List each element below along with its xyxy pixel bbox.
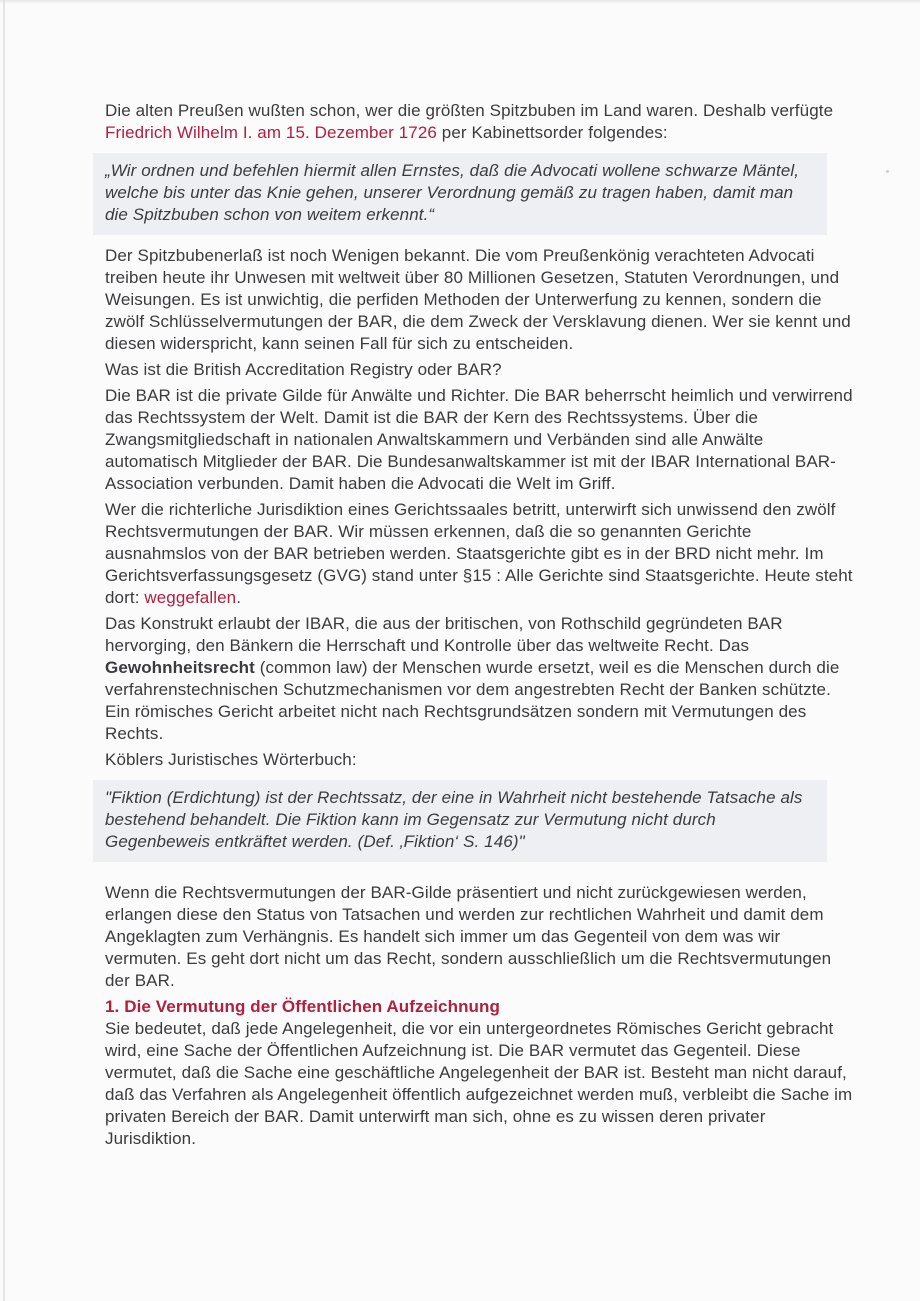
paragraph-preussen-intro — [105, 100, 853, 144]
scan-left-edge — [3, 0, 5, 1301]
quote-fiktion-definition — [93, 780, 827, 862]
text-run: Was ist die British Accreditation Registry oder BAR? — [105, 360, 502, 379]
text-run: „Wir ordnen und befehlen hiermit allen Ernstes, daß die Advocati wollene schwarze Mäntel, welche bis unter das Knie gehen, unserer Verordnung gemäß zu tragen haben, damit man die Spitzbuben schon von weitem erkennt.“ — [105, 161, 800, 224]
text-run: Köblers Juristisches Wörterbuch: — [105, 750, 357, 769]
text-run-red: weggefallen — [144, 588, 237, 607]
text-run-bold: Gewohnheitsrecht — [105, 658, 255, 677]
text-run: Die BAR ist die private Gilde für Anwälte und Richter. Die BAR beherrscht heimlich und verwirrend das Rechtssystem der Welt. Damit ist die BAR der Kern des Rechtssystems. Über die Zwangsmitgliedschaft in nationalen Anwaltskammern und Verbänden sind alle Anwälte automatisch Mitglieder der BAR. Die Bundesanwaltskammer ist mit der IBAR International BAR-Association verbunden. Damit haben die Advocati die Welt im Griff. — [105, 386, 853, 493]
text-run: (common law) der Menschen wurde ersetzt, weil es die Menschen durch die verfahrenstechnischen Schutzmechanismen vor dem angestrebten Recht der Banken schützte. Ein römisches Gericht arbeitet nicht nach Rechtsgrundsätzen sondern mit Vermutungen des Rechts. — [105, 658, 840, 743]
paragraph-vermutung-1-text — [105, 1018, 853, 1150]
text-run: "Fiktion (Erdichtung) ist der Rechtssatz, der eine in Wahrheit nicht bestehende Tatsache als bestehend behandelt. Die Fiktion kann im Gegensatz zur Vermutung nicht durch Gegenbeweis entkräftet werden. (Def. ‚Fiktion‘ S. 146)" — [105, 788, 803, 851]
text-run: per Kabinettsorder folgendes: — [436, 123, 668, 142]
paragraph-ibar-konstrukt — [105, 613, 853, 745]
text-run: Wer die richterliche Jurisdiktion eines Gerichtssaales betritt, unterwirft sich unwissend den zwölf Rechtsvermutungen der BAR. Wir müssen erkennen, daß die so genannten Gerichte ausnahmslos von der BAR betrieben werden. Staatsgerichte gibt es in der BRD nicht mehr. Im Gerichtsverfassungsgesetz (GVG) stand unter §15 : Alle Gerichte sind Staatsgerichte. Heute steht dort: — [105, 500, 853, 607]
heading-vermutung-1 — [105, 996, 853, 1018]
text-run-red: Friedrich Wilhelm I. am 15. Dezember 1726 — [105, 123, 437, 142]
text-run-red: 1. Die Vermutung der Öffentlichen Aufzeichnung — [105, 997, 501, 1016]
paragraph-question-bar — [105, 359, 853, 381]
text-run: Sie bedeutet, daß jede Angelegenheit, die vor ein untergeordnetes Römisches Gericht gebracht wird, eine Sache der Öffentlichen Aufzeichnung ist. Die BAR vermutet das Gegenteil. Diese vermutet, daß die Sache eine geschäftliche Angelegenheit der BAR ist. Besteht man nicht darauf, daß das Verfahren als Angelegenheit öffentlich aufgezeichnet werden muß, verbleibt die Sache im privaten Bereich der BAR. Damit unterwirft man sich, ohne es zu wissen deren privater Jurisdiktion. — [105, 1019, 853, 1148]
text-run: Der Spitzbubenerlaß ist noch Wenigen bekannt. Die vom Preußenkönig verachteten Advocati treiben heute ihr Unwesen mit weltweit über 80 Millionen Gesetzen, Statuten Verordnungen, und Weisungen. Es ist unwichtig, die perfiden Methoden der Unterwerfung zu kennen, sondern die zwölf Schlüsselvermutungen der BAR, die dem Zweck der Versklavung dienen. Wer sie kennt und diesen widerspricht, kann seinen Fall für sich zu entscheiden. — [105, 246, 851, 353]
paragraph-jurisdiktion-gvg — [105, 499, 853, 609]
text-run: Die alten Preußen wußten schon, wer die größten Spitzbuben im Land waren. Deshalb verfügte — [105, 101, 834, 120]
paragraph-spitzbubenerlass — [105, 245, 853, 355]
quote-kabinettsorder-1726 — [93, 153, 827, 235]
scan-top-edge — [0, 0, 920, 4]
paragraph-bar-gilde — [105, 385, 853, 495]
document-page — [105, 100, 853, 1154]
text-run: . — [236, 588, 242, 607]
text-run: Das Konstrukt erlaubt der IBAR, die aus der britischen, von Rothschild gegründeten BAR hervorging, den Bänkern die Herrschaft und Kontrolle über das weltweite Recht. Das — [105, 614, 783, 655]
paragraph-koebler-label — [105, 749, 853, 771]
scan-speck — [886, 170, 889, 173]
paragraph-rechtsvermutungen-status — [105, 882, 853, 992]
text-run: Wenn die Rechtsvermutungen der BAR-Gilde präsentiert und nicht zurückgewiesen werden, erlangen diese den Status von Tatsachen und werden zur rechtlichen Wahrheit und damit dem Angeklagten zum Verhängnis. Es handelt sich immer um das Gegenteil von dem was wir vermuten. Es geht dort nicht um das Recht, sondern ausschließlich um die Rechtsvermutungen der BAR. — [105, 883, 832, 990]
